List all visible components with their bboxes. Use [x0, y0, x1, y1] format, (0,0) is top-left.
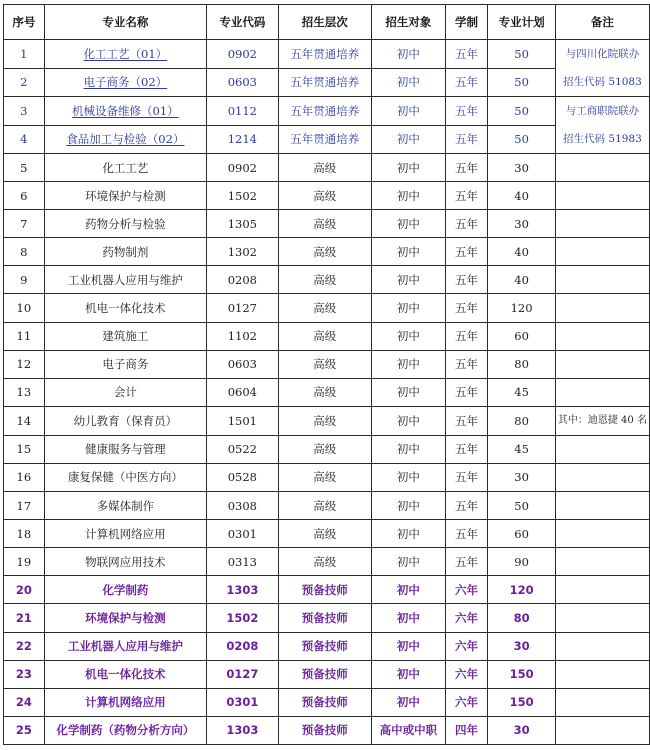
cell-level: 高级: [278, 492, 371, 520]
cell-no: 11: [4, 322, 45, 350]
cell-code: 0301: [207, 520, 278, 548]
table-row: [4, 350, 650, 378]
cell-no: 21: [4, 604, 45, 632]
cell-no: 18: [4, 520, 45, 548]
cell-plan: 120: [488, 294, 556, 322]
remark-line: 与四川化院联办: [565, 48, 640, 60]
cell-level: 高级: [278, 463, 371, 491]
cell-level: 五年贯通培养: [278, 125, 371, 154]
cell-plan: 50: [488, 97, 556, 126]
table-row: [4, 266, 650, 294]
cell-level: 高级: [278, 435, 371, 463]
cell-target: 初中: [372, 266, 446, 294]
cell-no: 6: [4, 182, 45, 210]
cell-remark: [555, 294, 649, 322]
cell-no: 19: [4, 548, 45, 576]
cell-target: 初中: [372, 294, 446, 322]
cell-duration: 六年: [445, 660, 488, 688]
cell-name: 电子商务: [44, 350, 206, 378]
cell-remark: [555, 660, 649, 688]
remark-line: 招生代码 51083: [563, 76, 642, 88]
cell-duration: 五年: [445, 210, 488, 238]
cell-plan: 30: [488, 210, 556, 238]
cell-plan: 150: [488, 688, 556, 716]
cell-duration: 五年: [445, 238, 488, 266]
remark-line: 与工商职院联办: [565, 105, 640, 117]
cell-name: 化工工艺（01）: [44, 40, 206, 69]
cell-remark-joint: [555, 97, 649, 154]
cell-code: 0208: [207, 266, 278, 294]
cell-duration: 五年: [445, 520, 488, 548]
cell-plan: 50: [488, 492, 556, 520]
cell-duration: 五年: [445, 68, 488, 97]
cell-target: 初中: [372, 576, 446, 604]
header-code: 专业代码: [207, 5, 278, 40]
cell-remark: [555, 435, 649, 463]
cell-target: 初中: [372, 322, 446, 350]
cell-plan: 40: [488, 182, 556, 210]
cell-no: 2: [4, 68, 45, 97]
cell-code: 0604: [207, 378, 278, 406]
cell-level: 高级: [278, 154, 371, 182]
header-plan: 专业计划: [488, 5, 556, 40]
cell-code: 0313: [207, 548, 278, 576]
cell-plan: 50: [488, 125, 556, 154]
table-body: [4, 40, 650, 745]
cell-code: 1502: [207, 604, 278, 632]
cell-target: 初中: [372, 125, 446, 154]
cell-level: 预备技师: [278, 576, 371, 604]
table-row: [4, 548, 650, 576]
table-row: [4, 604, 650, 632]
cell-duration: 五年: [445, 463, 488, 491]
cell-level: 预备技师: [278, 632, 371, 660]
cell-plan: 60: [488, 322, 556, 350]
cell-duration: 五年: [445, 154, 488, 182]
cell-target: 初中: [372, 463, 446, 491]
cell-no: 23: [4, 660, 45, 688]
cell-name: 会计: [44, 378, 206, 406]
header-name: 专业名称: [44, 5, 206, 40]
cell-plan: 50: [488, 40, 556, 69]
cell-duration: 五年: [445, 266, 488, 294]
cell-remark: [555, 378, 649, 406]
cell-plan: 80: [488, 406, 556, 435]
table-row: [4, 576, 650, 604]
header-remark: 备注: [555, 5, 649, 40]
table-row: [4, 378, 650, 406]
cell-name: 幼儿教育（保育员）: [44, 406, 206, 435]
cell-remark: [555, 463, 649, 491]
cell-plan: 30: [488, 716, 556, 744]
cell-duration: 六年: [445, 632, 488, 660]
cell-code: 0528: [207, 463, 278, 491]
cell-no: 13: [4, 378, 45, 406]
cell-target: 初中: [372, 604, 446, 632]
cell-level: 预备技师: [278, 604, 371, 632]
table-row: [4, 492, 650, 520]
cell-no: 24: [4, 688, 45, 716]
table-row: [4, 97, 650, 126]
cell-name: 物联网应用技术: [44, 548, 206, 576]
cell-name: 机电一体化技术: [44, 660, 206, 688]
header-no: 序号: [4, 5, 45, 40]
table-row: [4, 716, 650, 744]
cell-remark: [555, 576, 649, 604]
remark-line: 招生代码 51983: [563, 133, 642, 145]
cell-plan: 30: [488, 632, 556, 660]
cell-duration: 五年: [445, 350, 488, 378]
cell-no: 20: [4, 576, 45, 604]
cell-name: 化学制药（药物分析方向）: [44, 716, 206, 744]
table-row: [4, 154, 650, 182]
cell-level: 高级: [278, 378, 371, 406]
cell-name: 环境保护与检测: [44, 604, 206, 632]
cell-duration: 五年: [445, 294, 488, 322]
cell-remark: [555, 322, 649, 350]
cell-code: 0603: [207, 350, 278, 378]
cell-name: 计算机网络应用: [44, 688, 206, 716]
cell-no: 5: [4, 154, 45, 182]
cell-plan: 60: [488, 520, 556, 548]
cell-plan: 45: [488, 435, 556, 463]
cell-level: 预备技师: [278, 688, 371, 716]
cell-code: 0208: [207, 632, 278, 660]
cell-plan: 150: [488, 660, 556, 688]
table-row: [4, 322, 650, 350]
cell-name: 康复保健（中医方向）: [44, 463, 206, 491]
cell-plan: 120: [488, 576, 556, 604]
enrollment-plan-table: [3, 4, 650, 745]
cell-level: 高级: [278, 322, 371, 350]
cell-duration: 五年: [445, 125, 488, 154]
cell-duration: 五年: [445, 548, 488, 576]
cell-name: 计算机网络应用: [44, 520, 206, 548]
cell-target: 初中: [372, 548, 446, 576]
cell-level: 预备技师: [278, 716, 371, 744]
table-row: [4, 238, 650, 266]
cell-code: 1102: [207, 322, 278, 350]
cell-name: 工业机器人应用与维护: [44, 266, 206, 294]
cell-code: 1502: [207, 182, 278, 210]
cell-target: 初中: [372, 378, 446, 406]
cell-name: 机电一体化技术: [44, 294, 206, 322]
cell-no: 17: [4, 492, 45, 520]
cell-level: 高级: [278, 238, 371, 266]
cell-no: 3: [4, 97, 45, 126]
cell-target: 初中: [372, 492, 446, 520]
cell-name: 化工工艺: [44, 154, 206, 182]
cell-code: 1501: [207, 406, 278, 435]
cell-remark: [555, 492, 649, 520]
cell-duration: 五年: [445, 182, 488, 210]
cell-remark-joint: [555, 40, 649, 97]
cell-no: 10: [4, 294, 45, 322]
cell-level: 五年贯通培养: [278, 97, 371, 126]
cell-name: 电子商务（02）: [44, 68, 206, 97]
cell-target: 初中: [372, 688, 446, 716]
cell-level: 高级: [278, 406, 371, 435]
table-row: [4, 406, 650, 435]
cell-name: 建筑施工: [44, 322, 206, 350]
cell-name: 多媒体制作: [44, 492, 206, 520]
cell-code: 0522: [207, 435, 278, 463]
cell-remark: 其中：迪恩捷 40 名: [555, 406, 649, 435]
cell-duration: 五年: [445, 322, 488, 350]
cell-target: 高中或中职: [372, 716, 446, 744]
cell-code: 0603: [207, 68, 278, 97]
cell-target: 初中: [372, 154, 446, 182]
cell-code: 1303: [207, 716, 278, 744]
table-row: [4, 40, 650, 69]
cell-remark: [555, 154, 649, 182]
cell-duration: 五年: [445, 97, 488, 126]
cell-plan: 30: [488, 154, 556, 182]
cell-name: 化学制药: [44, 576, 206, 604]
cell-level: 五年贯通培养: [278, 40, 371, 69]
cell-plan: 30: [488, 463, 556, 491]
table-row: [4, 182, 650, 210]
cell-code: 1302: [207, 238, 278, 266]
table-row: [4, 125, 650, 154]
cell-remark: [555, 716, 649, 744]
cell-duration: 六年: [445, 604, 488, 632]
cell-target: 初中: [372, 520, 446, 548]
cell-remark: [555, 238, 649, 266]
table-row: [4, 463, 650, 491]
cell-plan: 50: [488, 68, 556, 97]
cell-target: 初中: [372, 97, 446, 126]
cell-level: 高级: [278, 294, 371, 322]
cell-duration: 五年: [445, 406, 488, 435]
cell-no: 16: [4, 463, 45, 491]
cell-name: 食品加工与检验（02）: [44, 125, 206, 154]
cell-level: 高级: [278, 548, 371, 576]
cell-level: 高级: [278, 520, 371, 548]
cell-code: 0127: [207, 294, 278, 322]
cell-level: 高级: [278, 182, 371, 210]
cell-plan: 80: [488, 350, 556, 378]
cell-code: 1305: [207, 210, 278, 238]
cell-no: 15: [4, 435, 45, 463]
cell-name: 药物分析与检验: [44, 210, 206, 238]
cell-remark: [555, 548, 649, 576]
cell-remark: [555, 604, 649, 632]
cell-no: 14: [4, 406, 45, 435]
cell-code: 0308: [207, 492, 278, 520]
table-row: [4, 632, 650, 660]
cell-name: 机械设备维修（01）: [44, 97, 206, 126]
cell-level: 五年贯通培养: [278, 68, 371, 97]
cell-code: 0902: [207, 154, 278, 182]
cell-target: 初中: [372, 182, 446, 210]
cell-level: 高级: [278, 350, 371, 378]
cell-no: 7: [4, 210, 45, 238]
cell-no: 22: [4, 632, 45, 660]
cell-plan: 40: [488, 266, 556, 294]
cell-target: 初中: [372, 632, 446, 660]
table-row: [4, 435, 650, 463]
cell-no: 25: [4, 716, 45, 744]
cell-plan: 45: [488, 378, 556, 406]
table-row: [4, 68, 650, 97]
cell-target: 初中: [372, 435, 446, 463]
header-level: 招生层次: [278, 5, 371, 40]
cell-level: 预备技师: [278, 660, 371, 688]
cell-name: 药物制剂: [44, 238, 206, 266]
header-target: 招生对象: [372, 5, 446, 40]
cell-no: 8: [4, 238, 45, 266]
cell-duration: 四年: [445, 716, 488, 744]
cell-target: 初中: [372, 238, 446, 266]
cell-code: 1214: [207, 125, 278, 154]
header-row: [4, 5, 650, 40]
cell-duration: 五年: [445, 378, 488, 406]
cell-no: 1: [4, 40, 45, 69]
table-row: [4, 520, 650, 548]
table-row: [4, 688, 650, 716]
cell-code: 0301: [207, 688, 278, 716]
cell-remark: [555, 688, 649, 716]
table-row: [4, 294, 650, 322]
cell-remark: [555, 350, 649, 378]
header-duration: 学制: [445, 5, 488, 40]
cell-target: 初中: [372, 210, 446, 238]
cell-code: 0902: [207, 40, 278, 69]
cell-target: 初中: [372, 406, 446, 435]
cell-plan: 80: [488, 604, 556, 632]
cell-remark: [555, 182, 649, 210]
cell-target: 初中: [372, 660, 446, 688]
cell-plan: 90: [488, 548, 556, 576]
table-wrapper: [3, 4, 650, 745]
cell-remark: [555, 520, 649, 548]
cell-remark: [555, 632, 649, 660]
cell-duration: 五年: [445, 492, 488, 520]
cell-target: 初中: [372, 40, 446, 69]
table-row: [4, 660, 650, 688]
cell-duration: 五年: [445, 40, 488, 69]
cell-plan: 40: [488, 238, 556, 266]
cell-target: 初中: [372, 68, 446, 97]
cell-code: 0127: [207, 660, 278, 688]
cell-no: 12: [4, 350, 45, 378]
cell-level: 高级: [278, 210, 371, 238]
table-row: [4, 210, 650, 238]
cell-duration: 六年: [445, 688, 488, 716]
cell-name: 环境保护与检测: [44, 182, 206, 210]
cell-remark: [555, 210, 649, 238]
cell-no: 9: [4, 266, 45, 294]
cell-code: 1303: [207, 576, 278, 604]
cell-no: 4: [4, 125, 45, 154]
cell-level: 高级: [278, 266, 371, 294]
cell-name: 工业机器人应用与维护: [44, 632, 206, 660]
cell-code: 0112: [207, 97, 278, 126]
cell-name: 健康服务与管理: [44, 435, 206, 463]
cell-duration: 五年: [445, 435, 488, 463]
cell-duration: 六年: [445, 576, 488, 604]
cell-target: 初中: [372, 350, 446, 378]
cell-remark: [555, 266, 649, 294]
